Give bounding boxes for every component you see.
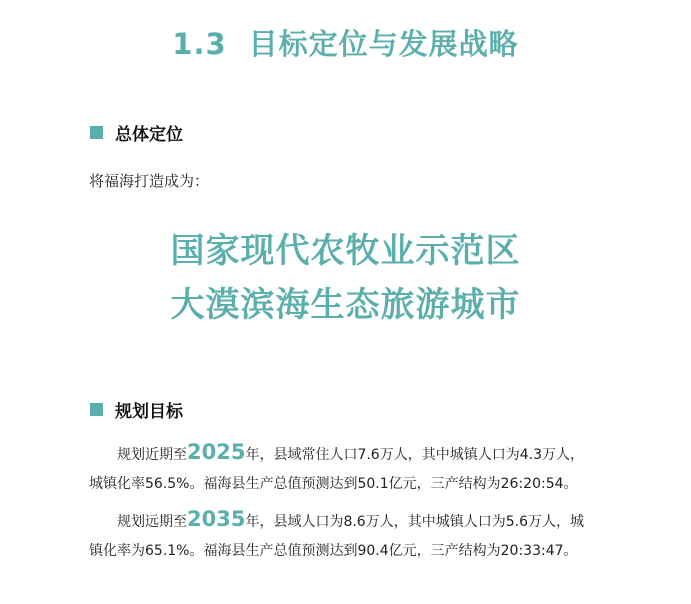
goal-line-2: 镇化率为65.1%。福海县生产总值预测达到90.4亿元，三产结构为20:33:47。 bbox=[89, 543, 578, 559]
goal-paragraph-near-term bbox=[89, 438, 609, 499]
goal-year: 2035 bbox=[187, 507, 246, 531]
positioning-heading bbox=[90, 120, 183, 145]
goals-heading-label: 规划目标 bbox=[115, 402, 183, 422]
slogan-line-1: 国家现代农牧业示范区 bbox=[170, 231, 521, 271]
goal-line-1-rest: 年，县域常住人口7.6万人，其中城镇人口为4.3万人， bbox=[245, 447, 584, 463]
goal-prefix: 规划远期至 bbox=[117, 514, 187, 530]
positioning-intro: 将福海打造成为： bbox=[89, 172, 210, 190]
goal-line-2: 城镇化率56.5%。福海县生产总值预测达到50.1亿元，三产结构为26:20:54。 bbox=[89, 476, 578, 492]
goal-line-1 bbox=[89, 438, 609, 470]
goal-prefix: 规划近期至 bbox=[117, 447, 187, 463]
section-title: 目标定位与发展战略 bbox=[248, 27, 519, 61]
positioning-heading-label: 总体定位 bbox=[115, 125, 183, 145]
square-bullet-icon bbox=[90, 403, 103, 416]
goals-heading bbox=[90, 397, 183, 422]
goal-line-1-rest: 年，县域人口为8.6万人，其中城镇人口为5.6万人，城 bbox=[245, 514, 584, 530]
goal-year: 2025 bbox=[187, 440, 246, 464]
page-title bbox=[0, 22, 691, 63]
goal-line-1 bbox=[89, 505, 609, 537]
section-number: 1.3 bbox=[172, 27, 227, 61]
slogan-line-2: 大漠滨海生态旅游城市 bbox=[170, 285, 521, 325]
square-bullet-icon bbox=[90, 126, 103, 139]
goal-paragraph-long-term bbox=[89, 505, 609, 566]
